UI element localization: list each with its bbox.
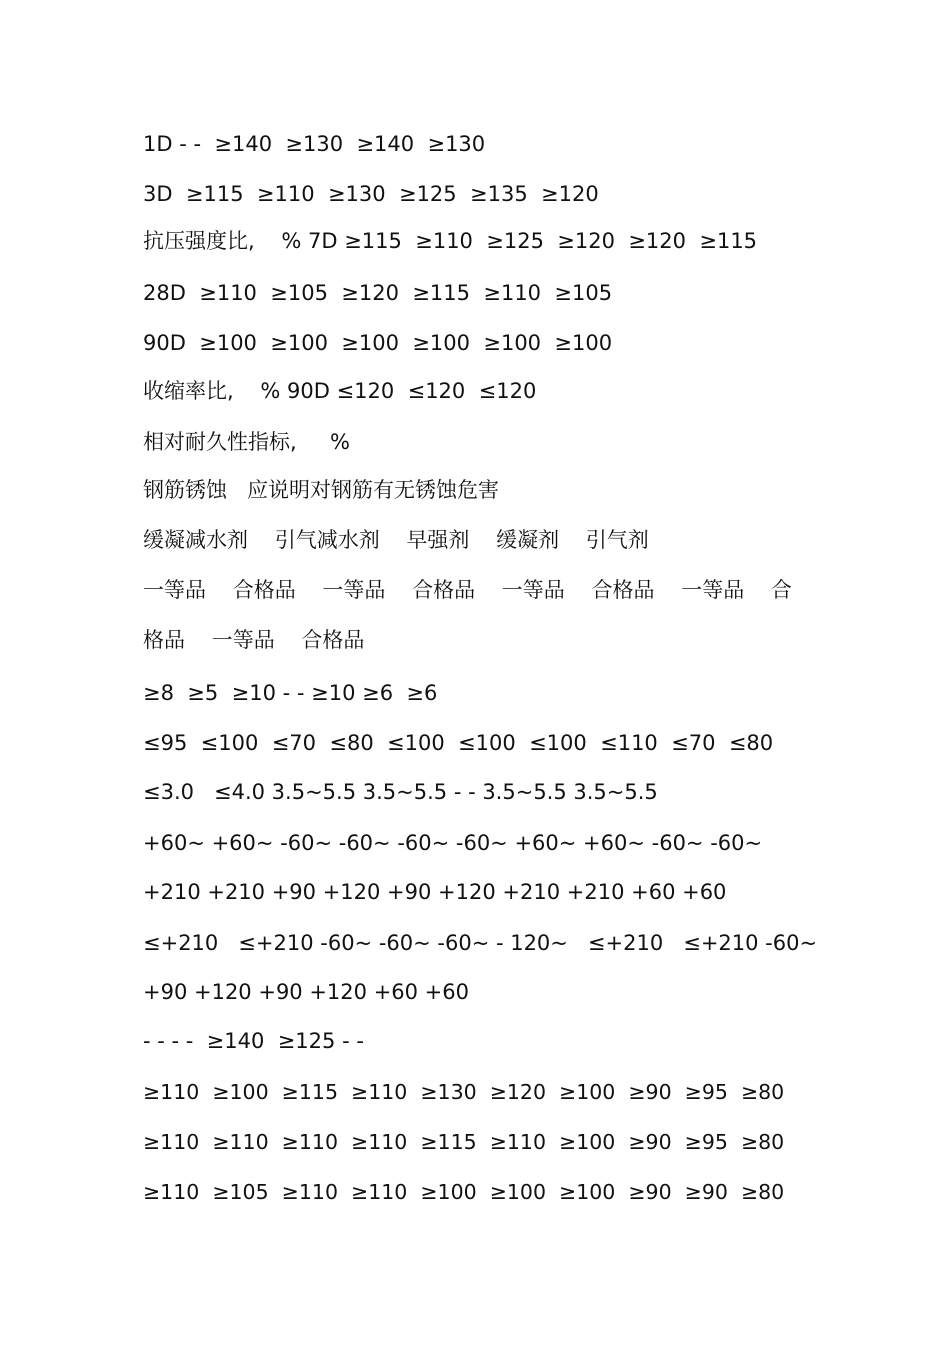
text-line-rebar-corrosion: 钢筋锈蚀 应说明对钢筋有无锈蚀危害	[143, 478, 500, 502]
text-line-strength-row-1: ≥110 ≥100 ≥115 ≥110 ≥130 ≥120 ≥100 ≥90 ≥95 ≥80	[143, 1080, 785, 1104]
text-line-28d: 28D ≥110 ≥105 ≥120 ≥115 ≥110 ≥105	[143, 281, 613, 305]
text-line-admixture-types: 缓凝减水剂 引气减水剂 早强剂 缓凝剂 引气剂	[143, 528, 649, 552]
text-line-90d: 90D ≥100 ≥100 ≥100 ≥100 ≥100 ≥100	[143, 331, 613, 355]
text-line-air-content: ≤3.0 ≤4.0 3.5~5.5 3.5~5.5 - - 3.5~5.5 3.5~5.5	[143, 780, 658, 804]
text-line-grades-1: 一等品 合格品 一等品 合格品 一等品 合格品 一等品 合	[143, 578, 792, 602]
text-line-setting-time-final-end: +90 +120 +90 +120 +60 +60	[143, 980, 470, 1004]
text-line-1d-strength: - - - - ≥140 ≥125 - -	[143, 1029, 364, 1053]
text-line-setting-time-start: +60~ +60~ -60~ -60~ -60~ -60~ +60~ +60~ -60~ -60~	[143, 831, 763, 855]
text-line-strength-row-2: ≥110 ≥110 ≥110 ≥110 ≥115 ≥110 ≥100 ≥90 ≥95 ≥80	[143, 1130, 785, 1154]
text-line-water-reduction: ≥8 ≥5 ≥10 - - ≥10 ≥6 ≥6	[143, 681, 438, 705]
text-line-shrinkage-ratio: 收缩率比, % 90D ≤120 ≤120 ≤120	[143, 379, 537, 403]
text-line-grades-2: 格品 一等品 合格品	[143, 628, 365, 652]
text-line-setting-time-end: +210 +210 +90 +120 +90 +120 +210 +210 +60 +60	[143, 880, 727, 904]
text-line-3d: 3D ≥115 ≥110 ≥130 ≥125 ≥135 ≥120	[143, 182, 599, 206]
text-line-durability-index: 相对耐久性指标, %	[143, 430, 351, 454]
text-line-setting-time-final-start: ≤+210 ≤+210 -60~ -60~ -60~ - 120~ ≤+210 ≤+210 -60~	[143, 931, 818, 955]
text-line-1d: 1D - - ≥140 ≥130 ≥140 ≥130	[143, 132, 486, 156]
text-line-strength-row-3: ≥110 ≥105 ≥110 ≥110 ≥100 ≥100 ≥100 ≥90 ≥90 ≥80	[143, 1180, 785, 1204]
text-line-bleeding-ratio: ≤95 ≤100 ≤70 ≤80 ≤100 ≤100 ≤100 ≤110 ≤70 ≤80	[143, 731, 774, 755]
text-line-compressive-strength-7d: 抗压强度比, % 7D ≥115 ≥110 ≥125 ≥120 ≥120 ≥115	[143, 229, 758, 253]
